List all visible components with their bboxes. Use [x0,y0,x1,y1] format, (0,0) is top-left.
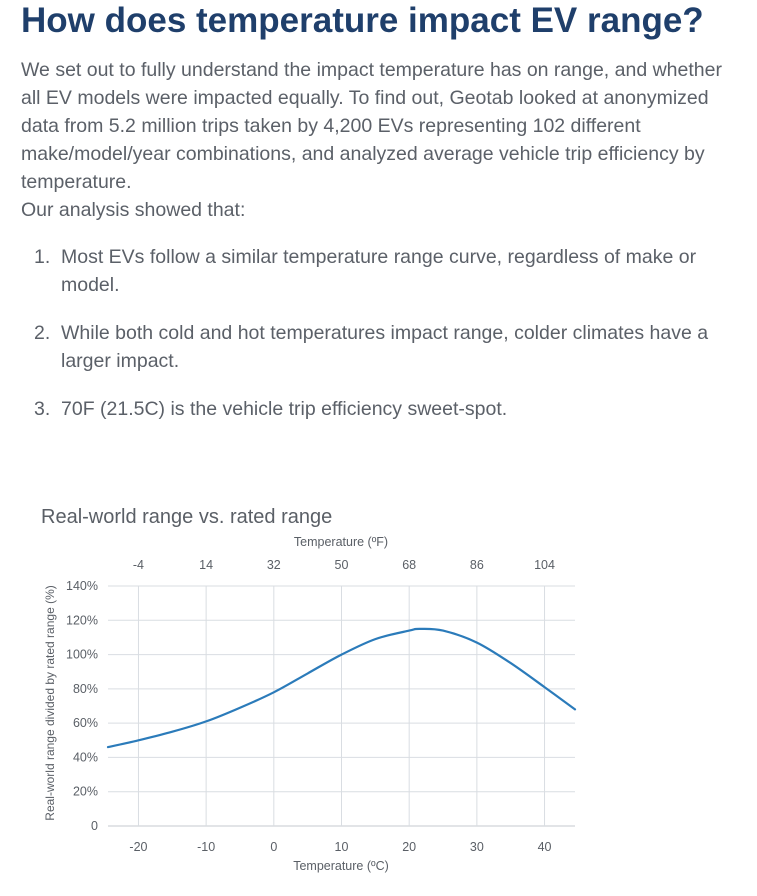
findings-list [34,243,734,443]
chart-title: Real-world range vs. rated range [41,506,333,528]
x2-tick-label: 50 [334,558,349,572]
x2-tick-label: 104 [534,558,555,572]
finding-item [34,243,734,299]
y-tick-label: 0 [91,819,98,833]
x2-tick-label: 32 [266,558,281,572]
tick-layer [66,558,555,854]
x2-tick-label: 14 [199,558,214,572]
x2-tick-label: 68 [402,558,417,572]
finding-number: 3. [34,398,51,420]
x-tick-label: -20 [129,840,148,854]
y-axis-label: Real-world range divided by rated range (%) [43,585,57,821]
x2-tick-label: -4 [132,558,145,572]
finding-number: 2. [34,322,51,344]
x-tick-label: 40 [537,840,552,854]
range-chart [0,495,757,891]
analysis-lead: Our analysis showed that: [21,199,246,221]
x-tick-label: 20 [402,840,417,854]
y-tick-label: 40% [72,750,98,765]
x-tick-label: -10 [197,840,216,854]
x-tick-label: 0 [270,840,278,854]
y-tick-label: 60% [72,716,98,731]
finding-text: Most EVs follow a similar temperature range curve, regardless of make or model. [61,246,697,296]
finding-text: 70F (21.5C) is the vehicle trip efficiency sweet-spot. [61,398,508,420]
y-tick-label: 100% [66,647,98,662]
finding-item [34,319,734,375]
intro-text: We set out to fully understand the impact temperature has on range, and whether all EV models were impacted equally. To find out, Geotab looked at anonymized data from 5.2 million trips taken by 4,200 EVs representing 102 different make/model/year combinations, and analyzed average vehicle trip efficiency by temperature. [21,59,722,193]
x-tick-label: 10 [334,840,349,854]
intro-paragraph [21,56,746,224]
x2-axis-label: Temperature (ºF) [293,535,389,549]
y-tick-label: 20% [72,784,98,799]
y-tick-label: 120% [66,613,98,628]
y-tick-label: 80% [72,681,98,696]
finding-text: While both cold and hot temperatures impact range, colder climates have a larger impact. [61,322,709,372]
grid-layer [108,586,575,826]
range-chart-svg [0,495,757,891]
finding-number: 1. [34,246,51,268]
x-axis-label: Temperature (ºC) [293,859,389,873]
page-headline: How does temperature impact EV range? [21,1,704,40]
finding-item [34,395,734,423]
y-tick-label: 140% [66,579,98,593]
x-tick-label: 30 [469,840,484,854]
x2-tick-label: 86 [469,558,484,572]
